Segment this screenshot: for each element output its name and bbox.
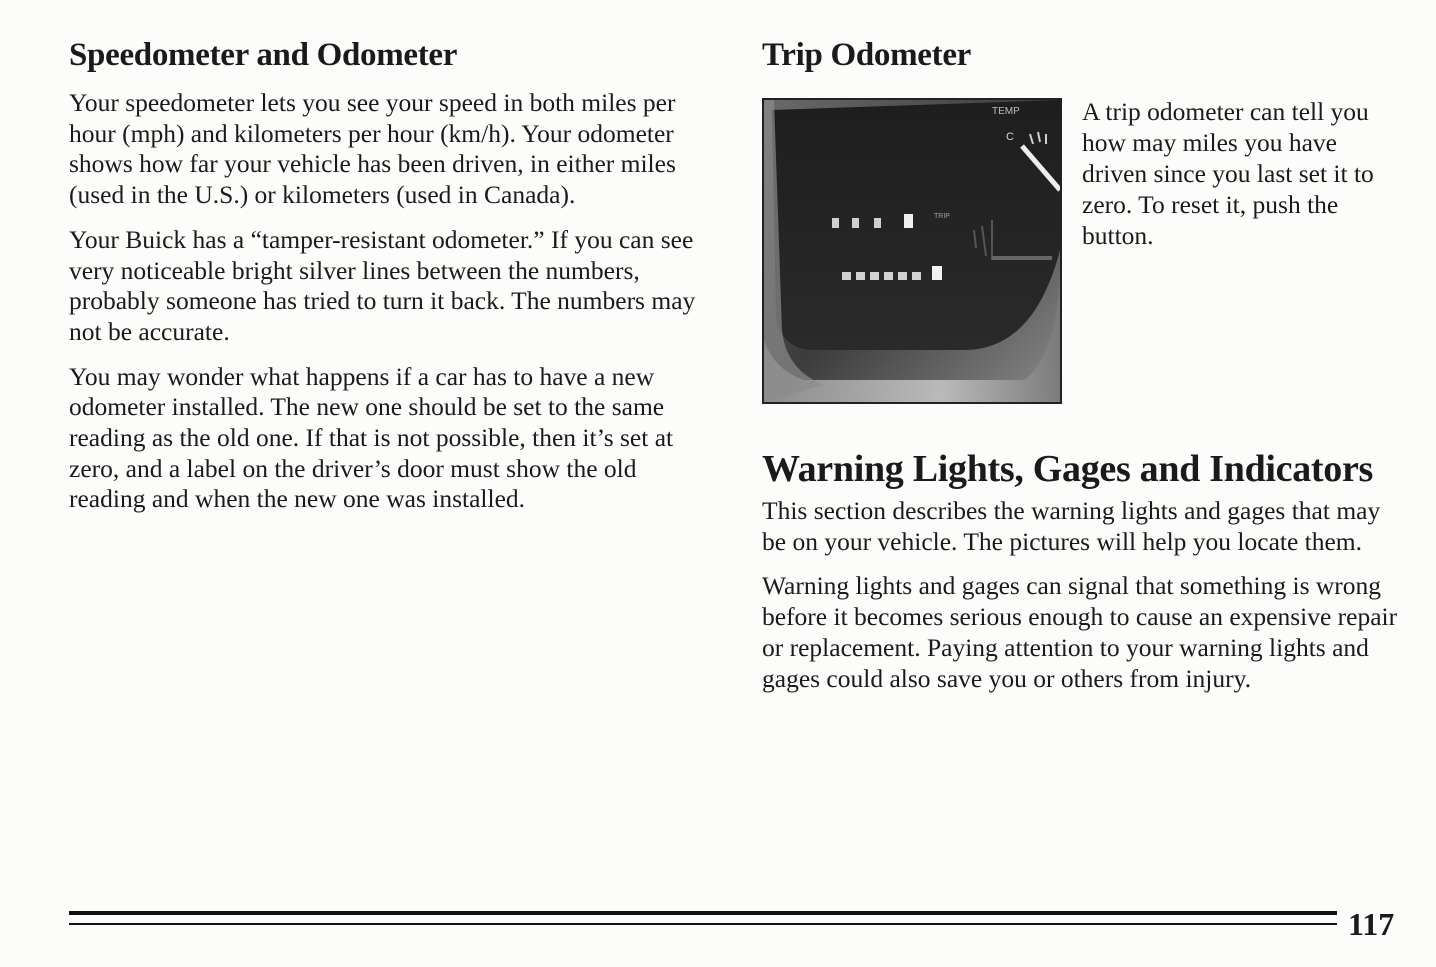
temp-label: TEMP xyxy=(992,106,1020,117)
speedometer-heading: Speedometer and Odometer xyxy=(69,37,458,73)
footer-rule xyxy=(69,911,1337,931)
warning-paragraph-1: This section describes the warning lights and gages that may be on your vehicle. The pictures will help you locate them. xyxy=(762,496,1381,556)
left-column xyxy=(69,36,719,529)
footer-rule-thick xyxy=(69,911,1337,915)
speedometer-paragraph-1: Your speedometer lets you see your speed in both miles per hour (mph) and kilometers per hour (km/h). Your odometer shows how far your vehicle has been driven, in either miles (used in the U.S.) or kilometers (used in Canada). xyxy=(69,88,676,210)
instrument-cluster-illustration xyxy=(764,100,1060,402)
trip-label: TRIP xyxy=(934,213,950,220)
trip-odometer-text-block xyxy=(1082,96,1392,265)
footer-rule-thin xyxy=(69,923,1337,925)
warning-lights-heading: Warning Lights, Gages and Indicators xyxy=(762,448,1374,490)
trip-odometer-photo xyxy=(762,98,1062,404)
warning-paragraph-2: Warning lights and gages can signal that something is wrong before it becomes serious enough to cause an expensive repair or replacement. Paying attention to your warning lights and gages could also save you or others from injury. xyxy=(762,571,1398,693)
trip-odometer-paragraph: A trip odometer can tell you how may miles you have driven since you last set it to zero. To reset it, push the button. xyxy=(1082,97,1374,250)
warning-lights-section xyxy=(762,448,1402,708)
page-number: 117 xyxy=(1348,906,1395,942)
temp-c-label: C xyxy=(1006,131,1014,143)
speedometer-paragraph-3: You may wonder what happens if a car has to have a new odometer installed. The new one should be set to the same reading as the old one. If that is not possible, then it’s set at zero, and a label on the driver’s door must show the old reading and when the new one was installed. xyxy=(69,361,674,514)
trip-odometer-heading: Trip Odometer xyxy=(762,37,972,73)
trip-odometer-section xyxy=(762,36,1402,356)
right-column xyxy=(762,36,1402,693)
speedometer-paragraph-2: Your Buick has a “tamper-resistant odometer.” If you can see very noticeable bright silver lines between the numbers, probably someone has tried to turn it back. The numbers may not be accurate. xyxy=(69,224,696,346)
